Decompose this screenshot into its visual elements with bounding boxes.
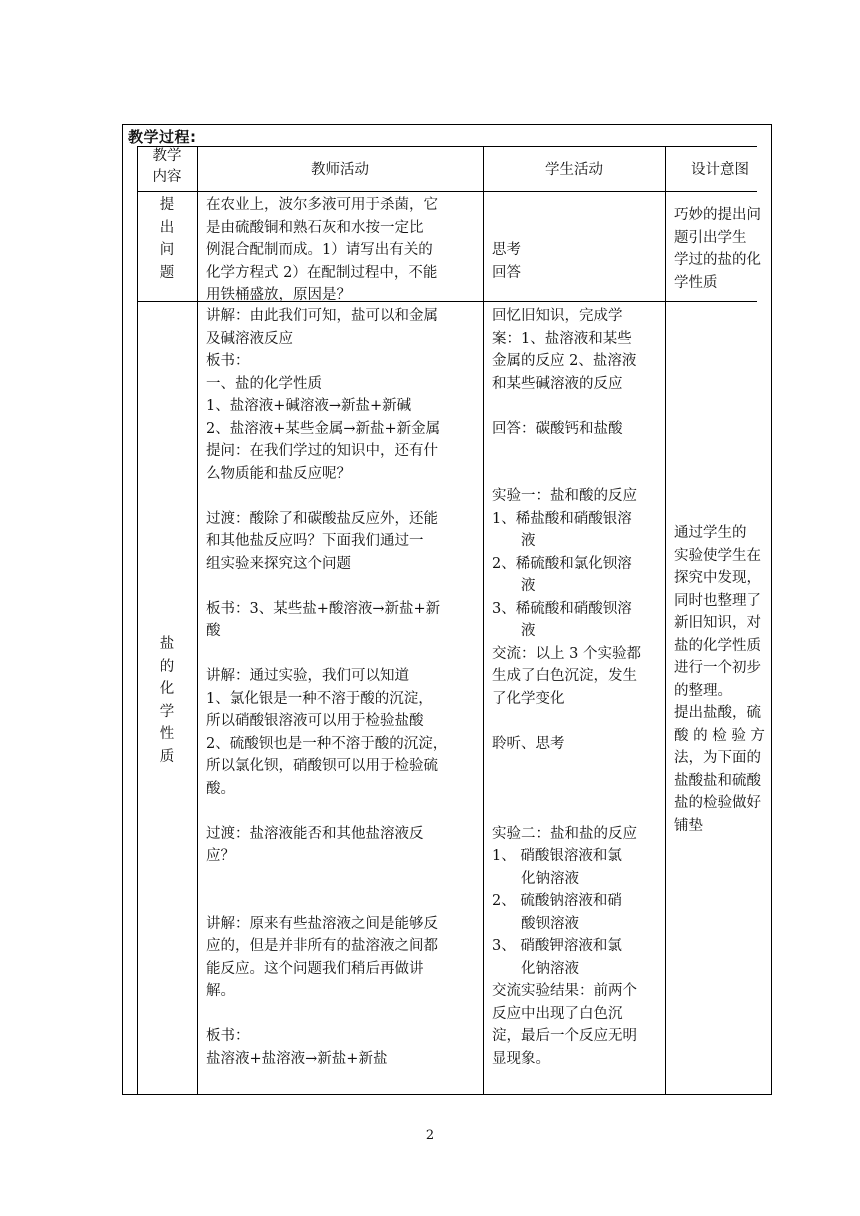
text-line: 学过的盐的化 bbox=[674, 252, 761, 268]
text-line: 2、 硫酸钠溶液和硝 bbox=[492, 893, 622, 909]
text-line: 盐溶液+盐溶液→新盐+新盐 bbox=[206, 1050, 388, 1067]
header-content-line: 教学 bbox=[152, 148, 182, 164]
text-line: 的 bbox=[159, 658, 175, 675]
text-line: 2、盐溶液+某些金属→新盐+新金属 bbox=[206, 420, 441, 437]
text-line: 化 bbox=[159, 681, 175, 697]
text-line bbox=[492, 463, 664, 486]
text-line bbox=[206, 890, 482, 913]
text-line: 学性质 bbox=[674, 274, 718, 291]
text-line: 铺垫 bbox=[674, 817, 703, 834]
row2-design-intent bbox=[674, 522, 794, 837]
text-line: 所以硝酸银溶液可以用于检验盐酸 bbox=[206, 713, 424, 729]
text-line bbox=[206, 1003, 482, 1026]
text-line: 思考 bbox=[492, 242, 521, 258]
text-line: 2、稀硫酸和氯化钡溶 bbox=[492, 555, 632, 572]
header-content bbox=[137, 146, 197, 188]
text-line: 金属的反应 2、盐溶液 bbox=[492, 353, 637, 369]
text-line: 盐的化学性质 bbox=[674, 637, 761, 654]
col-rule-teacher bbox=[483, 146, 484, 1095]
text-line: 所以氯化钡，硝酸钡可以用于检验硫 bbox=[206, 758, 438, 774]
text-line: 1、 硝酸银溶液和氯 bbox=[492, 848, 622, 864]
text-line: 提出盐酸，硫 bbox=[674, 705, 761, 721]
text-line: 出 bbox=[159, 219, 175, 236]
text-line: 新旧知识，对 bbox=[674, 615, 761, 631]
col-rule-left bbox=[137, 146, 138, 1095]
text-line: 液 bbox=[492, 533, 536, 549]
text-line: 交流实验结果：前两个 bbox=[492, 983, 637, 999]
page-number: 2 bbox=[425, 1128, 435, 1143]
text-line: 液 bbox=[492, 578, 536, 594]
text-line: 在农业上，波尔多液可用于杀菌，它 bbox=[206, 197, 438, 213]
text-line: 问 bbox=[159, 242, 175, 258]
text-line: 实验使学生在 bbox=[674, 547, 761, 564]
text-line: 提 bbox=[159, 197, 175, 213]
text-line: 板书：3、某些盐+酸溶液→新盐+新 bbox=[206, 600, 441, 617]
row2-student-activity bbox=[492, 305, 664, 1070]
text-line: 应的，但是并非所有的盐溶液之间都 bbox=[206, 938, 438, 954]
text-line: 板书： bbox=[206, 353, 250, 369]
text-line: 酸。 bbox=[206, 780, 235, 797]
section-title: 教学过程: bbox=[128, 128, 197, 146]
text-line: 题 bbox=[159, 264, 175, 281]
text-line: 学 bbox=[159, 703, 175, 720]
text-line bbox=[492, 800, 664, 823]
row2-teacher-activity bbox=[206, 305, 482, 1070]
text-line: 过渡：酸除了和碳酸盐反应外，还能 bbox=[206, 510, 438, 527]
col-rule-student bbox=[665, 146, 666, 1095]
text-line: 及碱溶液反应 bbox=[206, 330, 293, 347]
text-line: 案：1、盐溶液和某些 bbox=[492, 330, 632, 347]
text-line: 盐酸盐和硫酸 bbox=[674, 772, 761, 789]
text-line: 生成了白色沉淀，发生 bbox=[492, 668, 637, 684]
text-line: 化学方程式 2）在配制过程中，不能 bbox=[206, 264, 438, 281]
text-line: 实验一：盐和酸的反应 bbox=[492, 488, 637, 504]
text-line: 化钠溶液 bbox=[492, 870, 579, 887]
text-line: 组实验来探究这个问题 bbox=[206, 555, 351, 572]
text-line: 了化学变化 bbox=[492, 690, 565, 707]
text-line: 性 bbox=[159, 726, 175, 742]
text-line: 题引出学生 bbox=[674, 229, 747, 246]
text-line: 淀，最后一个反应无明 bbox=[492, 1028, 637, 1044]
text-line: 1、稀盐酸和硝酸银溶 bbox=[492, 510, 632, 527]
col-rule-content bbox=[197, 146, 198, 1095]
text-line: 巧妙的提出问 bbox=[674, 207, 761, 223]
text-line: 液 bbox=[492, 623, 536, 639]
text-line: 3、 硝酸钾溶液和氯 bbox=[492, 938, 622, 954]
text-line bbox=[206, 485, 482, 508]
text-line: 进行一个初步 bbox=[674, 660, 761, 676]
text-line: 探究中发现， bbox=[674, 570, 761, 586]
text-line: 讲解：原来有些盐溶液之间是能够反 bbox=[206, 915, 438, 932]
text-line: 交流：以上 3 个实验都 bbox=[492, 645, 641, 662]
header-bottom-rule bbox=[137, 191, 757, 192]
text-line: 用铁桶盛放，原因是？ bbox=[206, 287, 351, 303]
text-line bbox=[206, 868, 482, 891]
row2-label bbox=[137, 633, 197, 768]
row1-design-intent bbox=[674, 204, 794, 294]
text-line: 是由硫酸铜和熟石灰和水按一定比 bbox=[206, 219, 424, 236]
text-line: 回忆旧知识，完成学 bbox=[492, 308, 623, 324]
text-line: 3、稀硫酸和硝酸钡溶 bbox=[492, 600, 632, 617]
text-line bbox=[206, 643, 482, 666]
text-line: 酸 的 检 验 方 bbox=[674, 727, 765, 744]
header-content-line: 内容 bbox=[152, 169, 182, 185]
text-line: 的整理。 bbox=[674, 682, 732, 699]
text-line: 盐 bbox=[159, 636, 175, 652]
header-teacher: 教师活动 bbox=[311, 162, 369, 178]
text-line bbox=[492, 778, 664, 801]
text-line bbox=[492, 395, 664, 418]
text-line: 例混合配制而成。1）请写出有关的 bbox=[206, 242, 433, 258]
text-line bbox=[206, 575, 482, 598]
header-design: 设计意图 bbox=[691, 162, 749, 178]
text-line: 解。 bbox=[206, 983, 235, 999]
lesson-table bbox=[122, 124, 765, 1095]
text-line: 一、盐的化学性质 bbox=[206, 375, 322, 392]
text-line: 和其他盐反应吗？下面我们通过一 bbox=[206, 533, 424, 549]
text-line: 2、硫酸钡也是一种不溶于酸的沉淀， bbox=[206, 735, 448, 752]
text-line: 过渡：盐溶液能否和其他盐溶液反 bbox=[206, 825, 424, 842]
text-line: 讲解：通过实验，我们可以知道 bbox=[206, 668, 409, 684]
text-line bbox=[492, 710, 664, 733]
text-line: 同时也整理了 bbox=[674, 592, 761, 609]
row1-student-activity bbox=[492, 239, 664, 284]
text-line: 1、盐溶液+碱溶液→新盐+新碱 bbox=[206, 398, 412, 414]
text-line: 讲解：由此我们可知，盐可以和金属 bbox=[206, 308, 438, 324]
text-line: 1、氯化银是一种不溶于酸的沉淀， bbox=[206, 690, 433, 707]
text-line bbox=[206, 800, 482, 823]
text-line: 应？ bbox=[206, 848, 235, 864]
text-line: 和某些碱溶液的反应 bbox=[492, 375, 623, 392]
text-line: 回答 bbox=[492, 264, 521, 281]
text-line: 聆听、思考 bbox=[492, 735, 565, 752]
text-line: 质 bbox=[159, 748, 175, 765]
text-line: 提问：在我们学过的知识中，还有什 bbox=[206, 443, 438, 459]
header-top-rule bbox=[137, 146, 757, 147]
text-line: 反应中出现了白色沉 bbox=[492, 1005, 623, 1022]
text-line: 酸 bbox=[206, 623, 221, 639]
text-line: 化钠溶液 bbox=[492, 960, 579, 977]
text-line: 盐的检验做好 bbox=[674, 795, 761, 811]
text-line: 显现象。 bbox=[492, 1050, 550, 1067]
text-line: 实验二：盐和盐的反应 bbox=[492, 825, 637, 842]
text-line: 回答：碳酸钙和盐酸 bbox=[492, 420, 623, 437]
text-line: 么物质能和盐反应呢？ bbox=[206, 465, 351, 482]
text-line bbox=[492, 440, 664, 463]
header-student: 学生活动 bbox=[545, 162, 603, 178]
text-line: 酸钡溶液 bbox=[492, 915, 579, 932]
row1-teacher-activity bbox=[206, 194, 482, 307]
text-line: 法，为下面的 bbox=[674, 750, 761, 766]
text-line: 能反应。这个问题我们稍后再做讲 bbox=[206, 960, 424, 977]
row1-label bbox=[137, 194, 197, 284]
text-line bbox=[492, 755, 664, 778]
text-line: 通过学生的 bbox=[674, 525, 747, 541]
text-line: 板书： bbox=[206, 1028, 250, 1044]
